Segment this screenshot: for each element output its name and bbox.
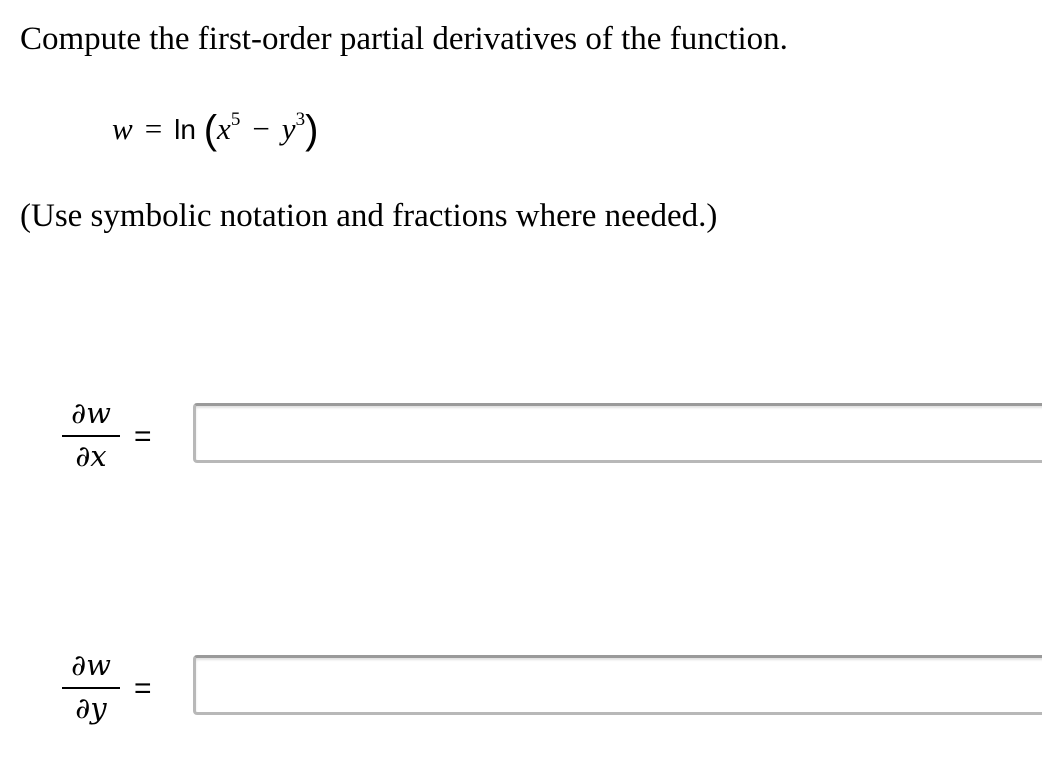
equals-sign: =: [134, 420, 152, 453]
formula-term1-base: x: [217, 111, 231, 146]
partial-derivative-label-y: [60, 647, 122, 727]
question-prompt: Compute the first-order partial derivatives of the function.: [20, 21, 788, 57]
fraction-denominator: ∂x: [75, 439, 107, 473]
equals-sign: =: [134, 672, 152, 705]
formula-equals: =: [144, 111, 163, 146]
fraction-numerator: ∂w: [71, 648, 111, 682]
formula-close-paren: ): [305, 108, 319, 152]
formula-term2-base: y: [281, 111, 296, 146]
question-hint: (Use symbolic notation and fractions where needed.): [20, 198, 718, 234]
formula-function: ln: [174, 114, 196, 145]
partial-derivative-label-x: [60, 395, 122, 475]
formula-minus: −: [252, 111, 270, 146]
answer-row-dw-dy: [0, 647, 1042, 727]
fraction-denominator: ∂y: [75, 691, 107, 725]
function-formula: [112, 107, 318, 152]
fraction-numerator: ∂w: [71, 396, 111, 430]
answer-input-dw-dx[interactable]: [193, 403, 1042, 463]
formula-term1-exponent: 5: [230, 109, 241, 130]
formula-open-paren: (: [203, 108, 218, 152]
answer-input-dw-dy[interactable]: [193, 655, 1042, 715]
answer-row-dw-dx: [0, 395, 1042, 475]
formula-term2-exponent: 3: [295, 109, 306, 130]
formula-lhs: w: [112, 111, 133, 146]
